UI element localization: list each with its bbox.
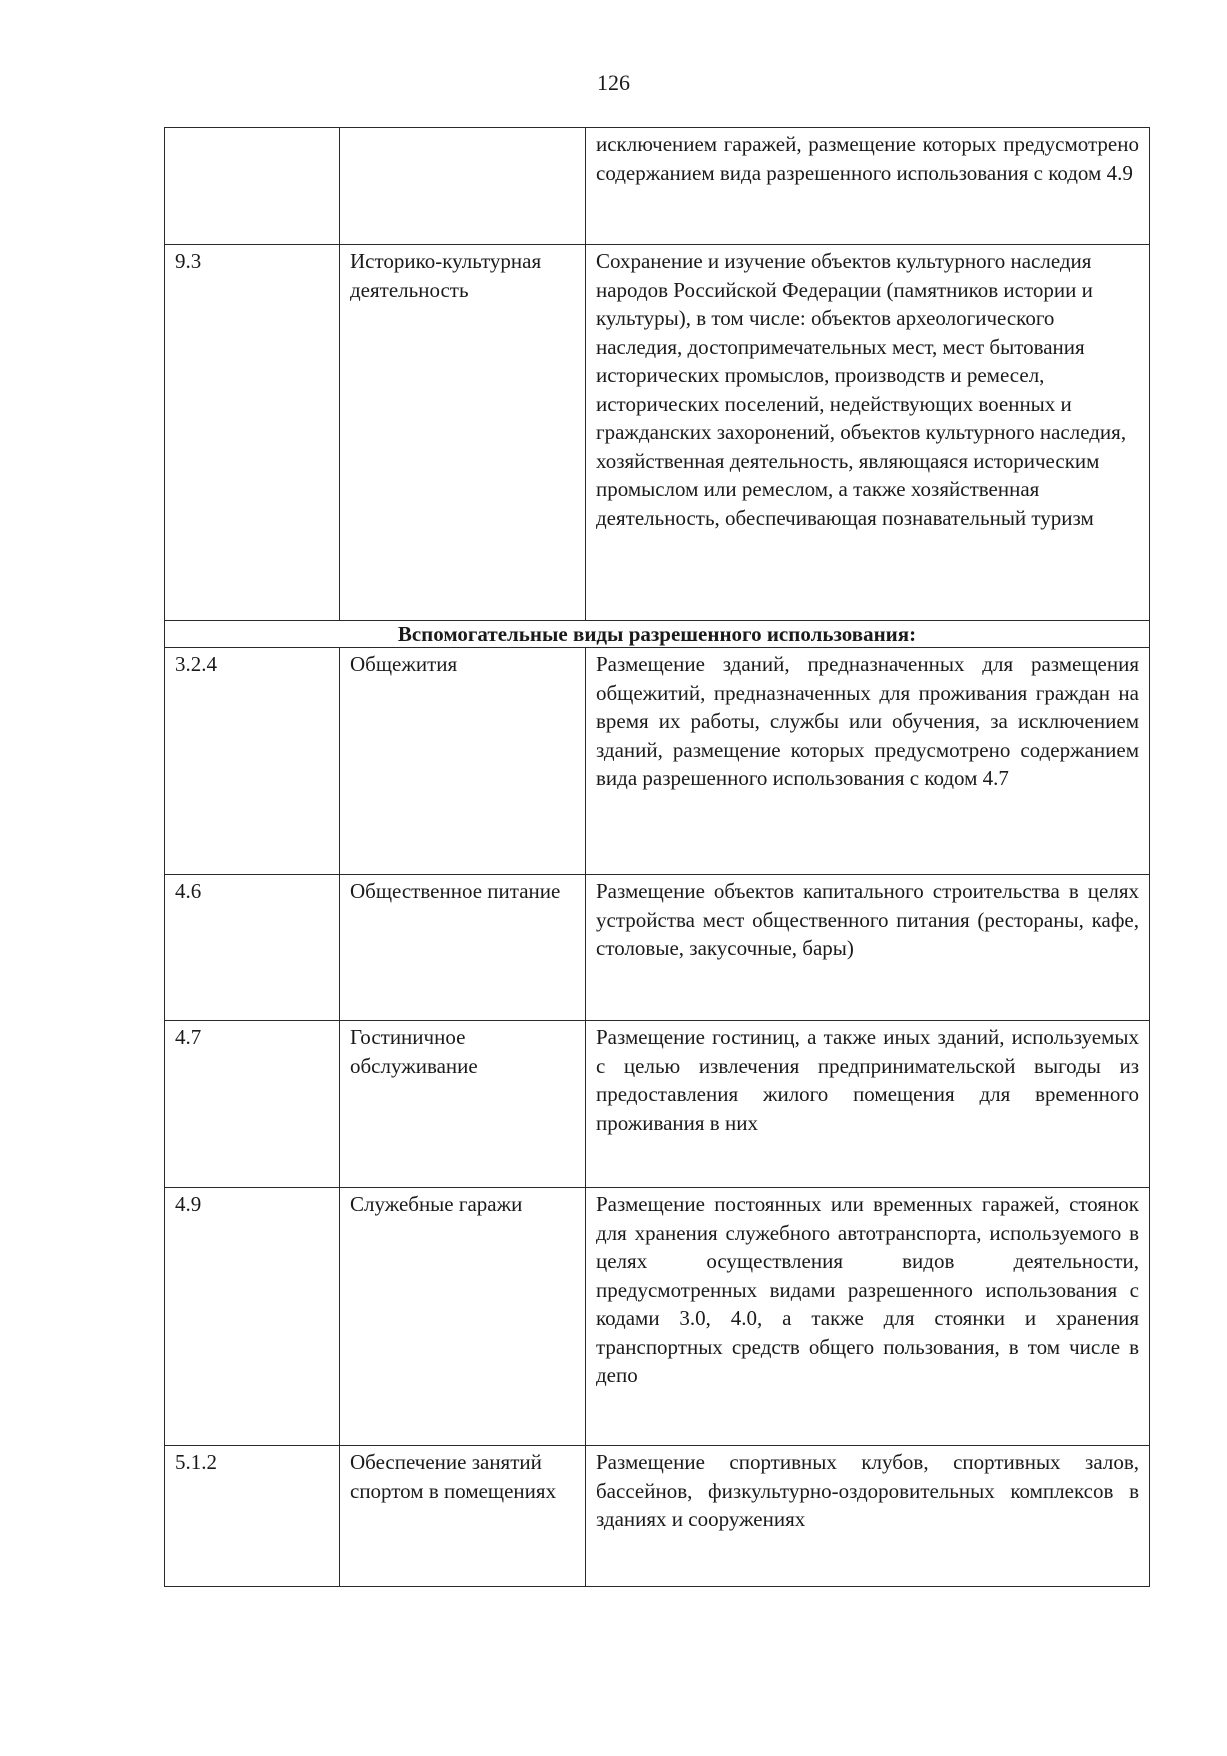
table-row bbox=[165, 1446, 1150, 1587]
table-row bbox=[165, 648, 1150, 875]
description-cell: исключением гаражей, размещение которых предусмотрено содержанием вида разрешенного использования с кодом 4.9 bbox=[586, 128, 1150, 245]
description-cell: Размещение гостиниц, а также иных зданий, используемых с целью извлечения предпринимательской выгоды из предоставления жилого помещения для временного проживания в них bbox=[586, 1021, 1150, 1188]
description-cell: Размещение зданий, предназначенных для размещения общежитий, предназначенных для проживания граждан на время их работы, службы или обучения, за исключением зданий, размещение которых предусмотрено содержанием вида разрешенного использования с кодом 4.7 bbox=[586, 648, 1150, 875]
table-row bbox=[165, 875, 1150, 1021]
name-cell: Гостиничное обслуживание bbox=[340, 1021, 586, 1188]
code-cell: 4.6 bbox=[165, 875, 340, 1021]
name-cell: Служебные гаражи bbox=[340, 1188, 586, 1446]
code-cell: 5.1.2 bbox=[165, 1446, 340, 1587]
code-cell bbox=[165, 128, 340, 245]
name-cell: Общежития bbox=[340, 648, 586, 875]
table-row bbox=[165, 1021, 1150, 1188]
description-cell: Размещение постоянных или временных гаражей, стоянок для хранения служебного автотранспорта, используемого в целях осуществления видов деятельности, предусмотренных видами разрешенного использования с кодами 3.0, 4.0, а также для стоянки и хранения транспортных средств общего пользования, в том числе в депо bbox=[586, 1188, 1150, 1446]
description-cell: Размещение спортивных клубов, спортивных залов, бассейнов, физкультурно-оздоровительных комплексов в зданиях и сооружениях bbox=[586, 1446, 1150, 1587]
description-cell: Размещение объектов капитального строительства в целях устройства мест общественного питания (рестораны, кафе, столовые, закусочные, бары) bbox=[586, 875, 1150, 1021]
section-title: Вспомогательные виды разрешенного использования: bbox=[165, 621, 1150, 648]
code-cell: 4.9 bbox=[165, 1188, 340, 1446]
land-use-table bbox=[164, 127, 1150, 1587]
code-cell: 9.3 bbox=[165, 245, 340, 621]
description-cell: Сохранение и изучение объектов культурного наследия народов Российской Федерации (памятников истории и культуры), в том числе: объектов археологического наследия, достопримечательных мест, мест бытования исторических промыслов, производств и ремесел, исторических поселений, недействующих военных и гражданских захоронений, объектов культурного наследия, хозяйственная деятельность, являющаяся историческим промыслом или ремеслом, а также хозяйственная деятельность, обеспечивающая познавательный туризм bbox=[586, 245, 1150, 621]
code-cell: 3.2.4 bbox=[165, 648, 340, 875]
name-cell: Обеспечение занятий спортом в помещениях bbox=[340, 1446, 586, 1587]
table-row bbox=[165, 1188, 1150, 1446]
name-cell: Общественное питание bbox=[340, 875, 586, 1021]
section-header-row bbox=[165, 621, 1150, 648]
name-cell bbox=[340, 128, 586, 245]
table-row bbox=[165, 245, 1150, 621]
page-number: 126 bbox=[597, 70, 630, 95]
name-cell: Историко-культурная деятельность bbox=[340, 245, 586, 621]
table-row bbox=[165, 128, 1150, 245]
code-cell: 4.7 bbox=[165, 1021, 340, 1188]
